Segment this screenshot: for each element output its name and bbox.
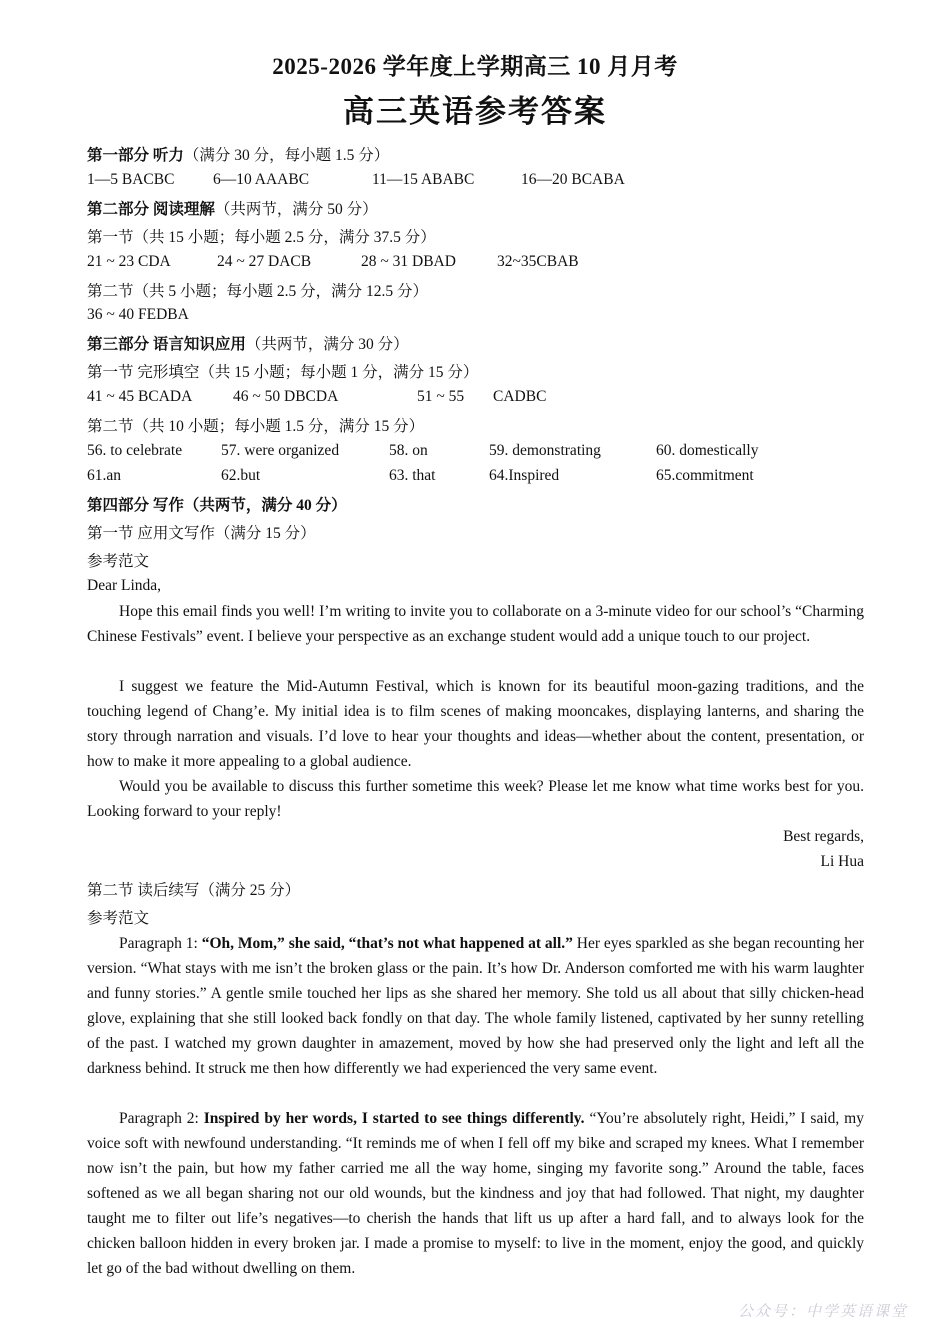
part3-answer: CADBC [493,388,547,405]
part3-heading: 第三部分 语言知识应用 [87,336,246,353]
sample-label: 参考范文 [87,553,150,570]
part2-section2: 第二节（共 5 小题；每小题 2.5 分，满分 12.5 分） [87,283,429,300]
part4-section1: 第一节 应用文写作（满分 15 分） [87,525,316,542]
part3-section1: 第一节 完形填空（共 15 小题；每小题 1 分，满分 15 分） [87,364,479,381]
part2-note: （共两节，满分 50 分） [214,201,378,218]
part1-answer: 1—5 BACBC [87,171,175,188]
part3-answer: 41 ~ 45 BCADA [87,388,193,405]
part1-answer: 11—15 ABABC [372,171,475,188]
paragraph-label: Paragraph 1: [119,935,202,952]
part3-section2: 第二节（共 10 小题；每小题 1.5 分，满分 15 分） [87,418,425,435]
grammar-answer: 61.an [87,467,122,484]
part2-answer: 32~35CBAB [497,253,579,270]
part3-answer: 46 ~ 50 DBCDA [233,388,339,405]
letter-paragraph: I suggest we feature the Mid-Autumn Festival, which is known for its beautiful moon-gazing traditions, and the touching legend of Chang’e. My initial idea is to film scenes of making mooncakes, displaying lanterns, and sharing the story through narration and visuals. I’d love to hear your thoughts and ideas—whether about the content, presentation, or how to make it more appealing to a global audience. [87,678,864,770]
page-title: 高三英语参考答案 [343,94,607,129]
part1-heading: 第一部分 听力 [87,147,184,164]
grammar-answer: 59. demonstrating [489,442,601,459]
part2-answer: 24 ~ 27 DACB [217,253,312,270]
letter-greeting: Dear Linda, [87,577,162,594]
grammar-answer: 65.commitment [656,467,754,484]
paragraph-text: Her eyes sparkled as she began recounting her version. “What stays with me isn’t the broken glass or the pain. It’s how Dr. Anderson comforted me with his warm laughter and funny stories.” A gentle smile touched her lips as she shared her memory. She told us all about that silly chicken-head glove, explaining that she still looked back fondly on that day. The whole family listened, captivated by her sunny retelling of the past. I watched my grown daughter in amazement, moved by how she had preserved only the light and left all the darkness behind. It struck me then how differently we had experienced the very same event. [87,935,865,1077]
part3-answer: 51 ~ 55 [417,388,465,405]
continuation-paragraph-1 [87,931,864,1081]
grammar-answer: 56. to celebrate [87,442,183,459]
part1-note: （满分 30 分，每小题 1.5 分） [183,147,390,164]
part1-answer: 16—20 BCABA [521,171,625,188]
grammar-answer: 57. were organized [221,442,340,459]
exam-title: 2025-2026 学年度上学期高三 10 月月考 [272,54,678,79]
part4-section2: 第二节 读后续写（满分 25 分） [87,882,301,899]
grammar-answer: 62.but [221,467,261,484]
part2-heading: 第二部分 阅读理解 [87,201,215,218]
letter-closing: Best regards, [783,828,864,845]
given-sentence: Inspired by her words, I started to see things differently. [203,1110,585,1127]
part3-heading-line [87,332,409,354]
part2-answer: 21 ~ 23 CDA [87,253,171,270]
given-sentence: “Oh, Mom,” she said, “that’s not what happened at all.” [201,935,573,952]
continuation-paragraph-2 [87,1106,864,1281]
grammar-answer: 64.Inspired [489,467,560,484]
paragraph-text: “You’re absolutely right, Heidi,” I said, my voice soft with newfound understanding. “It reminds me of when I fell off my bike and scraped my knees. What I remember now isn’t the pain, but how my father carried me all the way home, singing my favorite song.” Around the table, faces softened as we all began sharing not our old wounds, but the kindness and joy that had followed. That night, my daughter taught me to filter out life’s negatives—to cherish the hands that lift us up after a hard fall, and to always look for the chicken balloon hidden in every broken jar. I made a promise to myself: to live in the moment, enjoy the good, and quickly let go of the bad without dwelling on them. [87,1110,864,1277]
part2-section1: 第一节（共 15 小题；每小题 2.5 分，满分 37.5 分） [87,229,436,246]
sample-label: 参考范文 [87,910,150,927]
grammar-answer: 60. domestically [656,442,759,459]
part2-heading-line [87,197,378,219]
letter-paragraph: Hope this email finds you well! I’m writing to invite you to collaborate on a 3-minute video for our school’s “Charming Chinese Festivals” event. I believe your perspective as an exchange student would add a unique touch to our project. [87,603,864,645]
paragraph-label: Paragraph 2: [119,1110,204,1127]
letter-paragraph: Would you be available to discuss this further sometime this week? Please let me know what time works best for you. Looking forward to your reply! [87,778,864,820]
grammar-answer: 63. that [389,467,436,484]
part2-answer: 28 ~ 31 DBAD [361,253,456,270]
grammar-answer: 58. on [389,442,428,459]
part4-heading: 第四部分 写作（共两节，满分 40 分） [87,497,347,514]
watermark: 公众号：中学英语课堂 [737,1302,908,1320]
part1-answer: 6—10 AAABC [213,171,310,188]
letter-signature: Li Hua [820,853,864,870]
part2-section2-answers: 36 ~ 40 FEDBA [87,306,189,323]
part1-heading-line [87,143,389,165]
part3-note: （共两节，满分 30 分） [245,336,409,353]
